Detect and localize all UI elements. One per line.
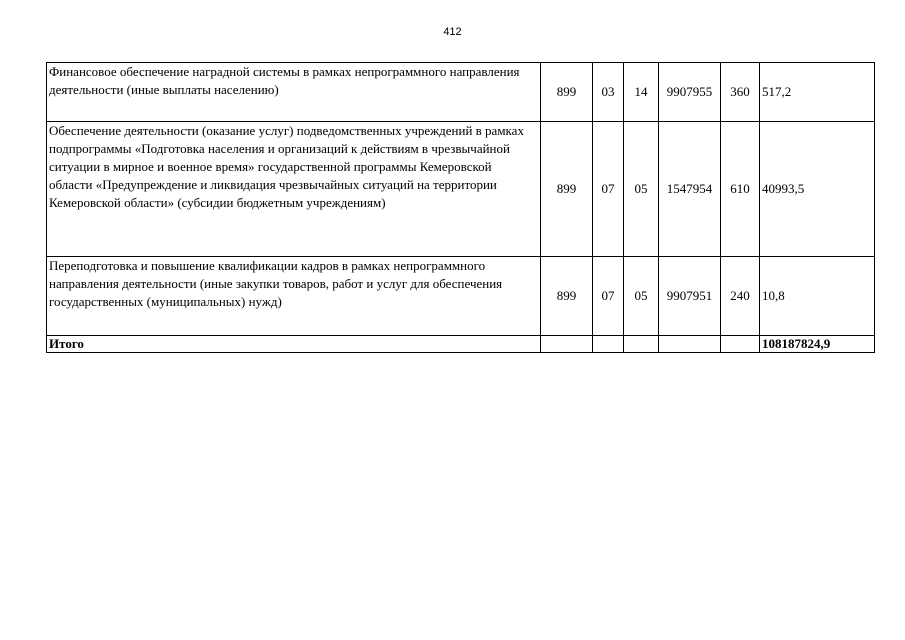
table-row [47,257,875,336]
row-description: Финансовое обеспечение наградной системы в рамках непрограммного направления деятельности (иные выплаты населению) [47,63,541,122]
table-row [47,63,875,122]
ministry-code: 899 [541,63,593,122]
section-code: 03 [593,63,624,122]
expense-type-code: 360 [721,63,760,122]
total-row [47,336,875,353]
empty-cell [659,336,721,353]
table-row [47,122,875,257]
target-article-code: 9907951 [659,257,721,336]
subsection-code: 05 [624,257,659,336]
total-label: Итого [47,336,541,353]
total-amount: 108187824,9 [760,336,875,353]
amount: 517,2 [760,63,875,122]
subsection-code: 05 [624,122,659,257]
page-number: 412 [443,26,462,38]
empty-cell [593,336,624,353]
row-description: Обеспечение деятельности (оказание услуг) подведомственных учреждений в рамках подпрограммы «Подготовка населения и организаций к действиям в чрезвычайной ситуации в мирное и военное время» государственной программы Кемеровской области «Предупреждение и ликвидация чрезвычайных ситуаций на территории Кемеровской области» (субсидии бюджетным учреждениям) [47,122,541,257]
target-article-code: 1547954 [659,122,721,257]
section-code: 07 [593,257,624,336]
target-article-code: 9907955 [659,63,721,122]
amount: 10,8 [760,257,875,336]
budget-table [46,62,875,353]
amount: 40993,5 [760,122,875,257]
expense-type-code: 240 [721,257,760,336]
row-description: Переподготовка и повышение квалификации кадров в рамках непрограммного направления деятельности (иные закупки товаров, работ и услуг для обеспечения государственных (муниципальных) нужд) [47,257,541,336]
ministry-code: 899 [541,257,593,336]
ministry-code: 899 [541,122,593,257]
empty-cell [541,336,593,353]
empty-cell [624,336,659,353]
section-code: 07 [593,122,624,257]
empty-cell [721,336,760,353]
subsection-code: 14 [624,63,659,122]
expense-type-code: 610 [721,122,760,257]
